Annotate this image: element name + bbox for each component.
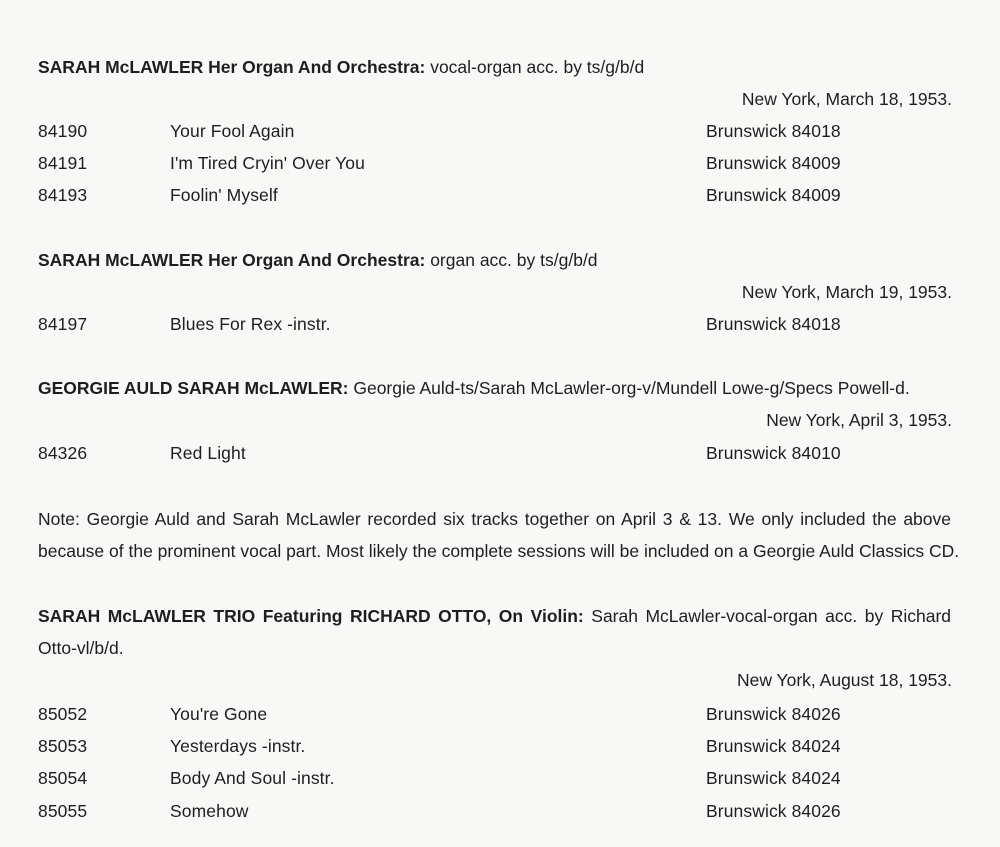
record-label: Brunswick 84009: [706, 185, 841, 205]
track-title: You're Gone: [170, 704, 268, 724]
note-line: because of the prominent vocal part. Most likely the complete sessions will be included on a Georgie Auld Classics CD.: [38, 541, 960, 561]
note-paragraph: [38, 503, 960, 567]
session-artist: SARAH McLAWLER Her Organ And Orchestra:: [38, 250, 426, 270]
record-label: Brunswick 84018: [706, 314, 841, 334]
matrix-number: 85053: [38, 736, 88, 756]
note-line: Note: Georgie Auld and Sarah McLawler recorded six tracks together on April 3 & 13. We only included the above: [38, 509, 951, 529]
session-date: New York, March 19, 1953.: [741, 282, 952, 302]
session-heading: [38, 378, 910, 398]
track-title: Somehow: [170, 801, 249, 821]
record-label: Brunswick 84026: [706, 801, 841, 821]
track-title: Body And Soul -instr.: [170, 768, 335, 788]
record-label: Brunswick 84024: [706, 736, 841, 756]
track-title: Foolin' Myself: [170, 185, 278, 205]
track-title: Blues For Rex -instr.: [170, 314, 331, 334]
session-personnel: Sarah McLawler-vocal-organ acc. by Richard: [591, 606, 951, 626]
session-date: New York, March 18, 1953.: [741, 89, 952, 109]
session-artist: SARAH McLAWLER Her Organ And Orchestra:: [38, 57, 426, 77]
session-heading-line: [38, 600, 951, 632]
matrix-number: 84191: [38, 153, 88, 173]
matrix-number: 84193: [38, 185, 88, 205]
session-artist: SARAH McLAWLER TRIO Featuring RICHARD OTTO, On Violin:: [38, 606, 584, 626]
track-title: Yesterdays -instr.: [170, 736, 306, 756]
session-personnel: organ acc. by ts/g/b/d: [430, 250, 598, 270]
track-title: Your Fool Again: [170, 121, 295, 141]
record-label: Brunswick 84026: [706, 704, 841, 724]
matrix-number: 84190: [38, 121, 88, 141]
session-heading: [38, 600, 951, 664]
session-date: New York, August 18, 1953.: [736, 670, 952, 690]
track-title: I'm Tired Cryin' Over You: [170, 153, 365, 173]
session-personnel: vocal-organ acc. by ts/g/b/d: [430, 57, 645, 77]
record-label: Brunswick 84024: [706, 768, 841, 788]
session-artist: GEORGIE AULD SARAH McLAWLER:: [38, 378, 349, 398]
session-personnel-continued: Otto-vl/b/d.: [38, 638, 124, 658]
matrix-number: 85052: [38, 704, 88, 724]
record-label: Brunswick 84009: [706, 153, 841, 173]
session-date: New York, April 3, 1953.: [766, 410, 952, 430]
track-title: Red Light: [170, 443, 246, 463]
record-label: Brunswick 84010: [706, 443, 841, 463]
record-label: Brunswick 84018: [706, 121, 841, 141]
matrix-number: 84197: [38, 314, 88, 334]
matrix-number: 85054: [38, 768, 88, 788]
session-heading: [38, 57, 644, 77]
session-heading: [38, 250, 598, 270]
session-personnel: Georgie Auld-ts/Sarah McLawler-org-v/Mundell Lowe-g/Specs Powell-d.: [353, 378, 910, 398]
matrix-number: 84326: [38, 443, 88, 463]
matrix-number: 85055: [38, 801, 88, 821]
